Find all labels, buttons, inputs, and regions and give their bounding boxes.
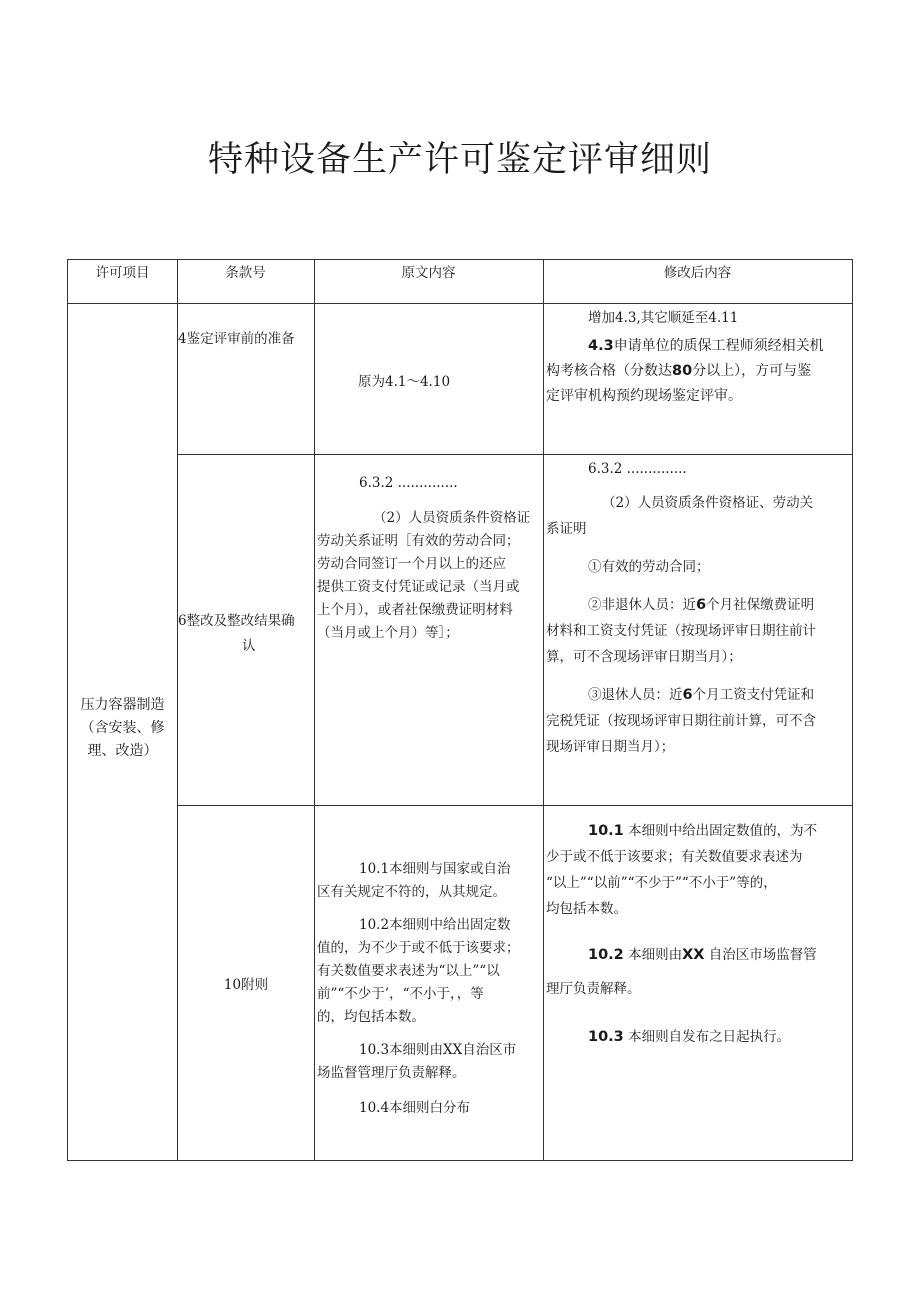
- clause-number: 10.2: [588, 947, 624, 963]
- text-line: 6整改及整改结果确: [178, 613, 295, 629]
- text-line: 构考核合格（分数达: [546, 363, 672, 379]
- col-divider: [177, 260, 178, 1160]
- col-divider: [314, 260, 315, 1160]
- text-line: 个月工资支付凭证和: [692, 687, 815, 703]
- document-title: 特种设备生产许可鉴定评审细则: [207, 140, 712, 180]
- text-line: 10.2本细则中给出固定数: [359, 917, 511, 933]
- text-line: 前”“不少于’，“不小于，，等: [317, 986, 484, 1002]
- text-line: [546, 818, 854, 844]
- project-line: 理、改造）: [87, 743, 158, 759]
- modified-4: [546, 307, 851, 407]
- header-original: 原文内容: [401, 265, 456, 281]
- modified-4-3-line: [546, 360, 851, 382]
- text-line: 本细则自发布之日起执行。: [628, 1029, 791, 1045]
- text-line: 提供工资支付凭证或记录（当月或: [317, 579, 520, 595]
- original-6: [317, 472, 543, 645]
- text-line: 6.3.2 ..............: [588, 461, 687, 477]
- project-name: [68, 694, 177, 763]
- text-line: 场监督管理厅负责解释。: [317, 1065, 466, 1081]
- text-line: 区有关规定不符的，从其规定。: [317, 884, 506, 900]
- text-line: 有关数值要求表述为“以上”“以: [317, 963, 500, 979]
- text-line: 本细则中给出固定数值的，为不: [628, 823, 818, 839]
- text-line: 上个月），或者社保缴费证明材料: [317, 602, 513, 618]
- text-line: 10.4本细则白分布: [359, 1100, 471, 1116]
- text-line: [546, 592, 853, 618]
- text-line: “以上”“以前”“不少于”“不小于”等的，: [546, 875, 777, 891]
- row-divider: [177, 454, 852, 455]
- text-line: 完税凭证（按现场评审日期往前计算，可不含: [546, 713, 816, 729]
- col-divider: [543, 260, 544, 1160]
- modified-10: [546, 818, 854, 1050]
- clause-number: 10.1: [588, 823, 624, 839]
- project-line: 压力容器制造: [80, 697, 165, 713]
- text-line: 值的，为不少于或不低于该要求；: [317, 940, 520, 956]
- row-divider: [177, 805, 852, 806]
- text-line: 分以上），方可与鉴: [692, 363, 812, 379]
- text-line: ①有效的劳动合同；: [588, 559, 710, 575]
- clause-10: 10附则: [223, 977, 269, 993]
- text-line: ②非退休人员：近: [588, 597, 696, 613]
- text-line: 少于或不低于该要求；有关数值要求表述为: [546, 849, 803, 865]
- text-line: （当月或上个月）等］；: [317, 625, 459, 641]
- modified-6: [546, 456, 853, 760]
- text-line: [546, 942, 854, 968]
- text-line: 6.3.2 ..............: [359, 475, 458, 491]
- text-line: 自治区市场监督管: [708, 947, 817, 963]
- text-line: 系证明: [546, 521, 587, 537]
- month-number: 6: [696, 597, 707, 613]
- text-line: 10.3本细则由XX自治区市: [359, 1042, 517, 1058]
- modified-4-3: [546, 335, 851, 357]
- text-line: （2）人员资质条件资格证: [373, 510, 531, 526]
- original-4: 原为4.1～4.10: [358, 374, 451, 390]
- region-placeholder: XX: [682, 947, 705, 963]
- text-line: 本细则由: [628, 947, 683, 963]
- text-line: 材料和工资支付凭证（按现场评审日期往前计: [546, 623, 816, 639]
- text-line: 10.1本细则与国家或自治: [359, 861, 511, 877]
- text-line: 的，均包括本数。: [317, 1009, 425, 1025]
- modified-4-intro: 增加4.3,其它顺延至4.11: [588, 310, 739, 326]
- text-line: 算，可不含现场评审日期当月）；: [546, 649, 742, 665]
- project-line: （含安装、修: [80, 720, 165, 736]
- header-modified: 修改后内容: [663, 265, 732, 281]
- month-number: 6: [682, 687, 693, 703]
- header-divider: [68, 303, 852, 304]
- clause-number: 10.3: [588, 1029, 624, 1045]
- text-line: （2）人员资质条件资格证、劳动关: [602, 495, 814, 511]
- revision-table: [67, 259, 853, 1161]
- text-line: 申请单位的质保工程师须经相关机: [613, 338, 824, 354]
- text-line: 劳动合同签订一个月以上的还应: [317, 556, 506, 572]
- text-line: 定评审机构预约现场鉴定评审。: [546, 388, 742, 404]
- original-10: [317, 858, 543, 1120]
- header-clause: 条款号: [225, 265, 266, 281]
- text-line: 理厅负责解释。: [546, 981, 641, 997]
- clause-6: [178, 609, 314, 659]
- text-line: [546, 682, 853, 708]
- clause-4: 4鉴定评审前的准备: [178, 331, 295, 347]
- text-line: [546, 1024, 854, 1050]
- text-line: 现场评审日期当月）；: [546, 739, 675, 755]
- text-line: ③退休人员：近: [588, 687, 683, 703]
- text-line: 均包括本数。: [546, 901, 627, 917]
- score-number: 80: [672, 363, 693, 379]
- text-line: 认: [242, 638, 256, 654]
- text-line: 个月社保缴费证明: [706, 597, 815, 613]
- clause-number: 4.3: [588, 338, 614, 354]
- header-project: 许可项目: [95, 265, 150, 281]
- text-line: 劳动关系证明［有效的劳动合同；: [317, 533, 520, 549]
